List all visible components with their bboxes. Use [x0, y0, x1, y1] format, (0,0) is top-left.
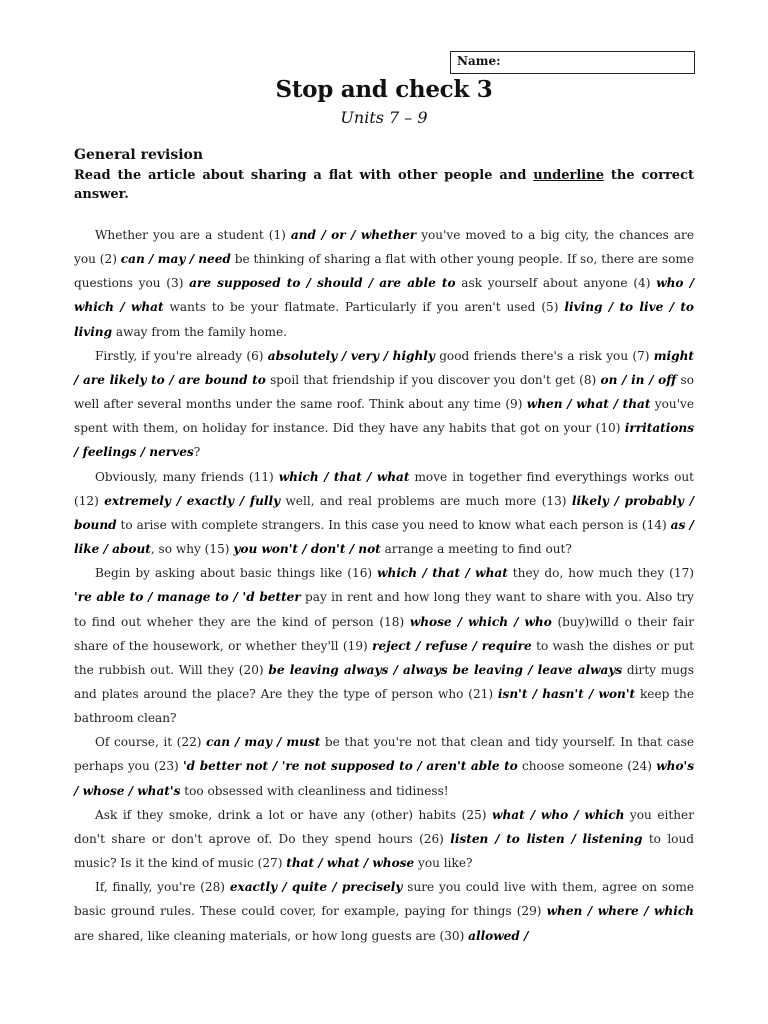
article-body: [74, 223, 694, 948]
article-text: arrange a meeting to find out?: [380, 542, 572, 557]
answer-options[interactable]: you won't / don't / not: [233, 542, 381, 557]
article-text: Of course, it (22): [95, 735, 207, 750]
article-paragraph: [74, 561, 694, 730]
article-text: pay in rent and how long they want to share with you. Also try to find out wheher they are the kind of person (18): [74, 590, 694, 629]
article-text: you've spent with them, on holiday for instance. Did they have any habits that got on your (10): [74, 397, 695, 436]
answer-options[interactable]: extremely / exactly / fully: [104, 493, 281, 508]
article-text: be that you're not that clean and tidy yourself. In that case perhaps you (23): [74, 735, 694, 774]
article-text: spoil that friendship if you discover you don't get (8): [265, 372, 601, 387]
answer-options[interactable]: and / or / whether: [290, 228, 417, 242]
article-text: Begin by asking about basic things like (16): [95, 566, 378, 581]
article-text: so well after several months under the same roof. Think about any time (9): [74, 372, 694, 412]
instruction-text: [74, 166, 694, 204]
article-text: to wash the dishes or put the rubbish out. Will they (20): [74, 638, 694, 677]
answer-options[interactable]: reject / refuse / require: [372, 638, 532, 653]
answer-options[interactable]: might / are likely to / are bound to: [74, 348, 694, 387]
article-text: , so why (15): [150, 542, 234, 557]
article-text: they do, how much they (17): [507, 566, 694, 581]
article-paragraph: [74, 730, 694, 802]
name-label: Name:: [457, 54, 501, 68]
article-text: good friends there's a risk you (7): [434, 348, 654, 363]
answer-options[interactable]: exactly / quite / precisely: [229, 880, 403, 895]
article-text: wants to be your flatmate. Particularly if you aren't used (5): [163, 300, 565, 315]
answer-options[interactable]: which / that / what: [377, 566, 508, 581]
article-text: keep the bathroom clean?: [74, 686, 694, 726]
article-text: If, finally, you're (28): [95, 880, 230, 895]
answer-options[interactable]: that / what / whose: [286, 856, 415, 871]
answer-options[interactable]: when / what / that: [526, 397, 651, 412]
answer-options[interactable]: can / may / need: [120, 252, 231, 267]
answer-options[interactable]: are supposed to / should / are able to: [189, 276, 456, 291]
answer-options[interactable]: which / that / what: [278, 469, 410, 484]
article-paragraph: [74, 223, 694, 344]
answer-options[interactable]: allowed /: [468, 928, 529, 943]
instruction-after: the correct answer.: [74, 168, 694, 202]
answer-options[interactable]: isn't / hasn't / won't: [497, 686, 636, 701]
article-text: to loud music? Is it the kind of music (27): [74, 831, 694, 871]
article-text: away from the family home.: [112, 324, 287, 339]
answer-options[interactable]: be leaving always / always be leaving / leave always: [268, 662, 623, 677]
answer-options[interactable]: whose / which / who: [409, 614, 552, 629]
article-paragraph: [74, 803, 694, 875]
article-text: you like?: [414, 856, 473, 871]
article-text: too obsessed with cleanliness and tidiness!: [180, 783, 449, 798]
instruction-before: Read the article about sharing a flat with other people and: [74, 168, 534, 183]
article-text: well, and real problems are much more (13): [280, 493, 572, 508]
article-text: to arise with complete strangers. In this case you need to know what each person is (14): [116, 517, 671, 532]
answer-options[interactable]: who's / whose / what's: [74, 759, 695, 798]
article-text: sure you could live with them, agree on some basic ground rules. These could cover, for example, paying for things (29): [74, 880, 695, 919]
article-text: move in together find everythings works out (12): [74, 469, 695, 508]
article-text: ?: [193, 445, 201, 460]
article-text: are shared, like cleaning materials, or how long guests are (30): [74, 928, 469, 943]
article-paragraph: [74, 875, 694, 947]
answer-options[interactable]: likely / probably / bound: [74, 493, 694, 532]
page-title: Stop and check 3: [275, 76, 493, 103]
page-subtitle: Units 7 – 9: [340, 108, 428, 127]
article-text: Obviously, many friends (11): [95, 469, 279, 484]
answer-options[interactable]: absolutely / very / highly: [267, 348, 435, 363]
article-text: you've moved to a big city, the chances are you (2): [74, 228, 694, 267]
answer-options[interactable]: irritations / feelings / nerves: [74, 421, 694, 460]
article-text: (buy)willd o their fair share of the housework, or whether they'll (19): [74, 614, 694, 653]
answer-options[interactable]: who / which / what: [74, 276, 694, 315]
instruction-underlined: underline: [533, 168, 604, 183]
answer-options[interactable]: can / may / must: [206, 735, 321, 750]
name-field[interactable]: [450, 51, 695, 74]
article-text: Firstly, if you're already (6): [95, 348, 268, 363]
article-text: choose someone (24): [517, 759, 657, 774]
article-text: Ask if they smoke, drink a lot or have any (other) habits (25): [95, 807, 493, 822]
answer-options[interactable]: 'd better not / 're not supposed to / aren't able to: [182, 759, 518, 774]
article-text: you either don't share or don't aprove of. Do they spend hours (26): [74, 807, 694, 846]
article-text: be thinking of sharing a flat with other young people. If so, there are some questions you (3): [74, 252, 694, 291]
answer-options[interactable]: as / like / about: [74, 517, 694, 557]
article-text: dirty mugs and plates around the place? Are they the type of person who (21): [74, 662, 694, 701]
answer-options[interactable]: 're able to / manage to / 'd better: [74, 590, 301, 605]
answer-options[interactable]: living / to live / to living: [74, 300, 694, 339]
article-text: ask yourself about anyone (4): [455, 276, 657, 291]
article-paragraph: [74, 465, 694, 562]
article-paragraph: [74, 344, 694, 465]
section-heading: General revision: [74, 147, 204, 163]
article-text: Whether you are a student (1): [95, 228, 291, 242]
answer-options[interactable]: on / in / off: [600, 372, 677, 387]
answer-options[interactable]: listen / to listen / listening: [450, 831, 643, 846]
answer-options[interactable]: when / where / which: [546, 904, 694, 919]
answer-options[interactable]: what / who / which: [492, 807, 625, 822]
